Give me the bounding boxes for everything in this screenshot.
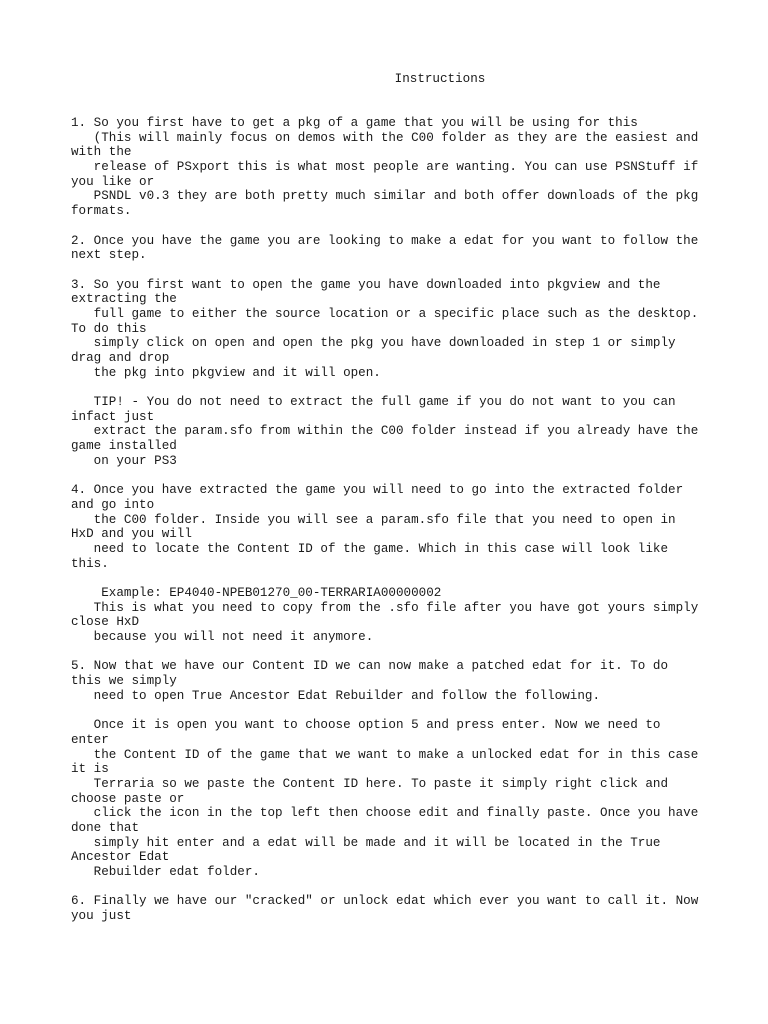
- text-line: done that: [71, 821, 140, 835]
- text-line: [71, 704, 711, 719]
- text-line: Rebuilder edat folder.: [71, 865, 260, 880]
- text-line: extracting the: [71, 292, 177, 307]
- text-line: Terraria so we paste the Content ID here. To paste it simply right click and: [71, 776, 669, 791]
- text-line: infact just: [71, 409, 155, 424]
- text-line: simply click on open and open the pkg you have downloaded in step 1 or simply: [71, 336, 676, 351]
- text-line: the Content ID of the game that we want to make a unlocked edat for in this case: [71, 747, 699, 762]
- text-line: this we simply: [71, 674, 177, 689]
- text-line: game installed: [71, 439, 177, 454]
- text-line: the C00 folder. Inside you will see a param.sfo file that you need to open in: [71, 512, 676, 527]
- text-line: PSNDL v0.3 they are both pretty much similar and both offer downloads of the pkg: [71, 189, 699, 204]
- text-line: Once it is open you want to choose option 5 and press enter. Now we need to: [71, 718, 661, 733]
- text-line: release of PSxport this is what most people are wanting. You can use PSNStuff if: [71, 160, 699, 175]
- text-line: need to open True Ancestor Edat Rebuilder and follow the following.: [71, 688, 601, 703]
- text-line: and go into: [71, 497, 155, 512]
- text-line: choose paste or: [71, 791, 185, 806]
- text-line: TIP! - You do not need to extract the full game if you do not want to you can: [71, 395, 676, 410]
- text-line: you like or: [71, 174, 155, 189]
- text-line: click the icon in the top left then choose edit and finally paste. Once you have: [71, 806, 699, 821]
- text-line: close HxD: [71, 615, 140, 630]
- text-line: the pkg into pkgview and it will open.: [71, 365, 381, 380]
- text-line: full game to either the source location or a specific place such as the desktop.: [71, 306, 699, 321]
- document-title: Instructions: [394, 72, 486, 86]
- text-line: [71, 263, 711, 278]
- text-line: Example: EP4040-NPEB01270_00-TERRARIA00000002: [71, 586, 442, 600]
- text-line: 1. So you first have to get a pkg of a game that you will be using for this: [71, 116, 638, 130]
- text-line: 6. Finally we have our "cracked" or unlock edat which ever you want to call it. Now: [71, 894, 699, 909]
- text-line: drag and drop: [71, 351, 170, 365]
- text-line: enter: [71, 732, 109, 747]
- text-line: need to locate the Content ID of the game. Which in this case will look like: [71, 541, 669, 556]
- document-body: [71, 116, 711, 924]
- text-line: you just: [71, 909, 132, 924]
- text-line: 3. So you first want to open the game you have downloaded into pkgview and the: [71, 277, 661, 292]
- text-line: with the: [71, 145, 132, 160]
- text-line: 5. Now that we have our Content ID we can now make a patched edat for it. To do: [71, 659, 669, 674]
- text-line: HxD and you will: [71, 527, 192, 542]
- text-line: 4. Once you have extracted the game you will need to go into the extracted folder: [71, 483, 684, 498]
- text-line: [71, 880, 711, 895]
- text-line: Ancestor Edat: [71, 850, 170, 865]
- text-line: this.: [71, 556, 109, 571]
- text-line: simply hit enter and a edat will be made and it will be located in the True: [71, 835, 661, 850]
- text-line: [71, 380, 711, 395]
- text-line: extract the param.sfo from within the C00 folder instead if you already have the: [71, 424, 699, 439]
- text-line: [71, 571, 711, 586]
- text-line: [71, 469, 711, 484]
- text-line: [71, 219, 711, 234]
- text-line: 2. Once you have the game you are looking to make a edat for you want to follow the: [71, 233, 699, 248]
- text-line: (This will mainly focus on demos with the C00 folder as they are the easiest and: [71, 130, 699, 145]
- text-line: [71, 645, 711, 660]
- text-line: because you will not need it anymore.: [71, 630, 374, 645]
- text-line: next step.: [71, 248, 147, 263]
- text-line: formats.: [71, 204, 132, 219]
- text-line: it is: [71, 762, 109, 777]
- text-line: on your PS3: [71, 453, 177, 468]
- text-line: To do this: [71, 321, 147, 336]
- text-line: This is what you need to copy from the .sfo file after you have got yours simply: [71, 600, 699, 615]
